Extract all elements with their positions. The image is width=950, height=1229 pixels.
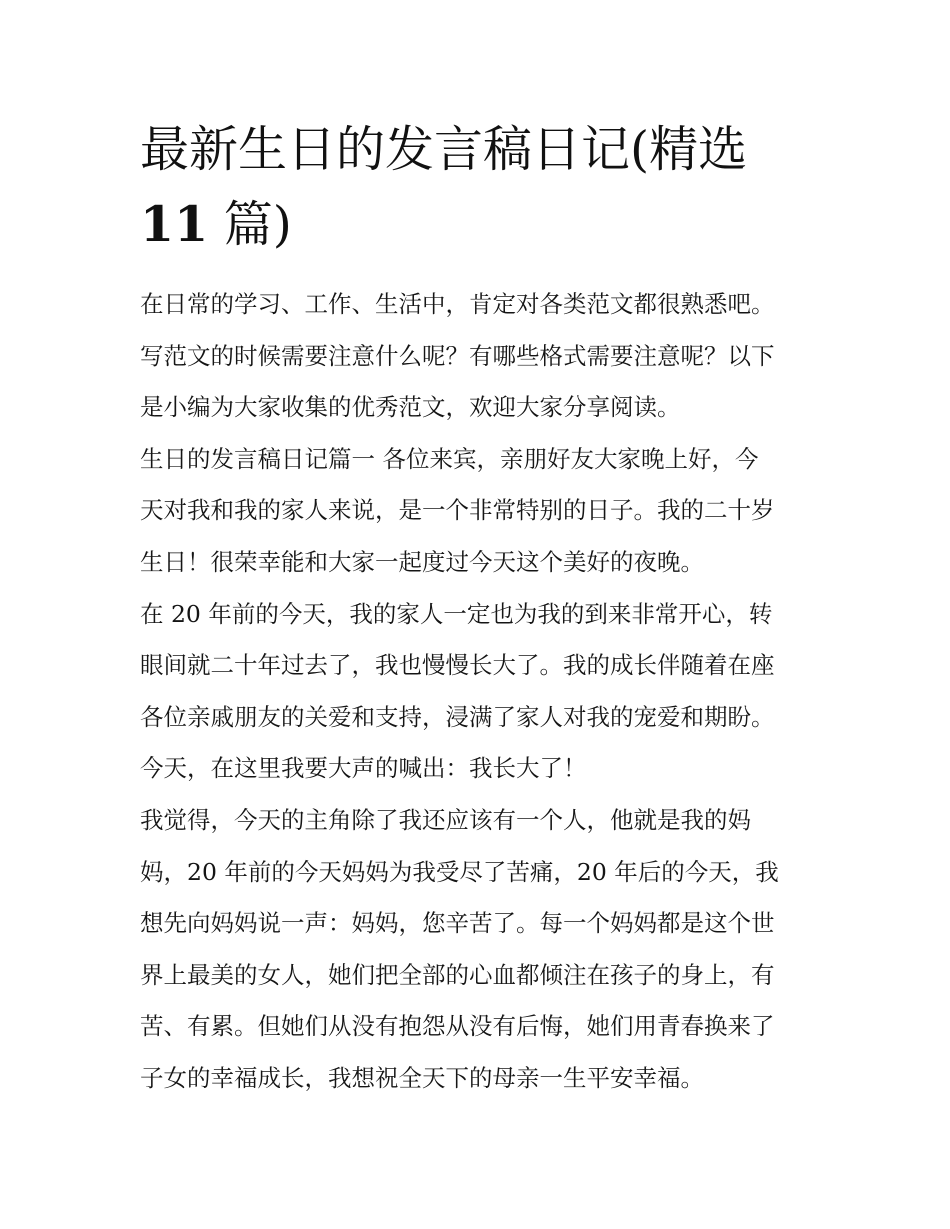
text-line: 想先向妈妈说一声：妈妈，您辛苦了。每一个妈妈都是这个世	[140, 909, 775, 938]
text-line: 今天，在这里我要大声的喊出：我长大了！	[140, 754, 587, 783]
text-line: 我觉得，今天的主角除了我还应该有一个人，他就是我的妈	[140, 805, 751, 834]
text-line: 生日的发言稿日记篇一 各位来宾，亲朋好友大家晚上好，今	[140, 444, 759, 473]
text-line: 界上最美的女人，她们把全部的心血都倾注在孩子的身上，有	[140, 960, 775, 989]
document-body	[140, 279, 820, 1105]
text-line: 各位亲戚朋友的关爱和支持，浸满了家人对我的宠爱和期盼。	[140, 702, 775, 731]
text-line: 子女的幸福成长，我想祝全天下的母亲一生平安幸福。	[140, 1063, 704, 1092]
title-suffix: 篇)	[208, 196, 292, 253]
text-line: 妈，20 年前的今天妈妈为我受尽了苦痛，20 年后的今天，我	[140, 857, 779, 886]
title-number: 11	[140, 195, 209, 253]
text-line: 苦、有累。但她们从没有抱怨从没有后悔，她们用青春换来了	[140, 1012, 775, 1041]
paragraph-greeting	[140, 434, 820, 589]
text-line: 写范文的时候需要注意什么呢？有哪些格式需要注意呢？以下	[140, 341, 775, 370]
document-title	[140, 113, 800, 262]
title-line-2	[140, 187, 800, 262]
text-line: 在 20 年前的今天，我的家人一定也为我的到来非常开心，转	[140, 599, 773, 628]
paragraph-growth	[140, 589, 820, 795]
text-line: 眼间就二十年过去了，我也慢慢长大了。我的成长伴随着在座	[140, 651, 775, 680]
text-line: 是小编为大家收集的优秀范文，欢迎大家分享阅读。	[140, 393, 681, 422]
title-line-1: 最新生日的发言稿日记(精选	[140, 121, 748, 178]
paragraph-intro	[140, 279, 820, 434]
text-line: 在日常的学习、工作、生活中，肯定对各类范文都很熟悉吧。	[140, 290, 775, 318]
paragraph-mother	[140, 795, 820, 1105]
text-line: 天对我和我的家人来说，是一个非常特别的日子。我的二十岁	[140, 496, 775, 525]
text-line: 生日！很荣幸能和大家一起度过今天这个美好的夜晚。	[140, 547, 704, 576]
